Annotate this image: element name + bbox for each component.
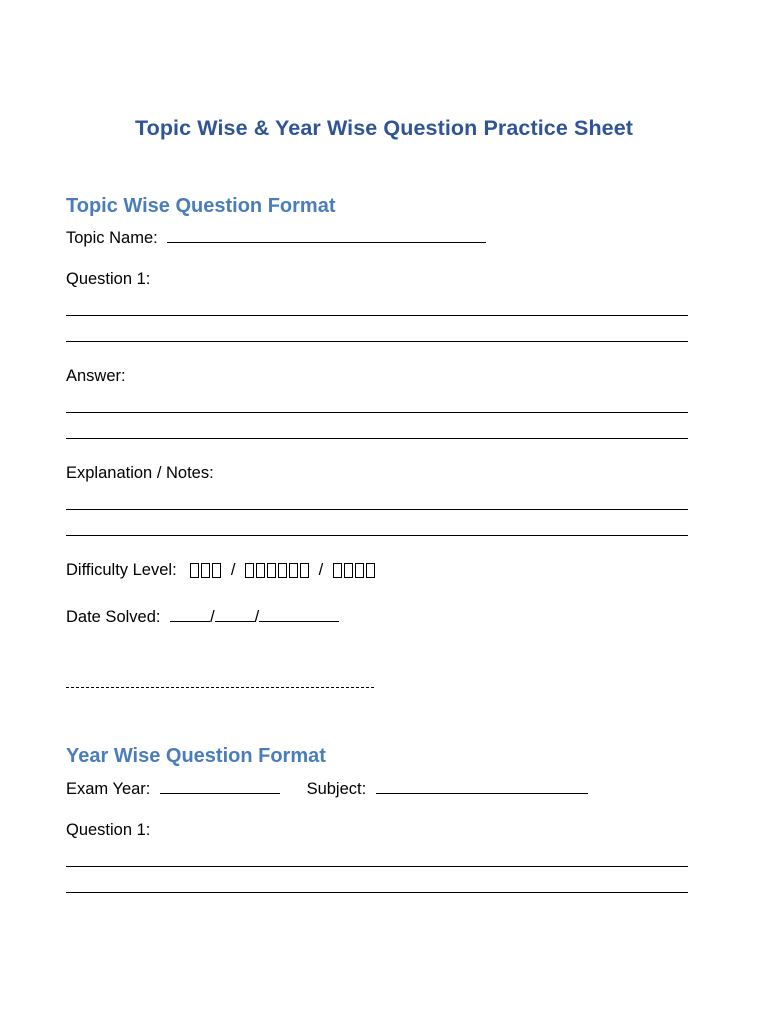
difficulty-separator: / [318,561,324,579]
difficulty-option-easy[interactable] [190,563,223,583]
answer-label: Answer: [66,367,126,385]
difficulty-option-medium[interactable] [245,563,311,583]
exam-year-row [66,777,588,799]
exam-year-label: Exam Year: [66,780,151,798]
year-question-line-2[interactable] [66,892,688,893]
subject-label: Subject: [306,780,367,798]
topic-name-label: Topic Name: [66,229,158,247]
year-question-line-1[interactable] [66,866,688,867]
section-divider [66,687,374,688]
topic-question-line-2[interactable] [66,341,688,342]
date-month-blank[interactable] [215,605,255,622]
answer-line-2[interactable] [66,438,688,439]
exam-year-blank[interactable] [160,777,280,794]
topic-section-heading: Topic Wise Question Format [66,195,336,217]
topic-question-line-1[interactable] [66,315,688,316]
year-question-label: Question 1: [66,821,151,839]
difficulty-separator: / [230,561,236,579]
date-solved-row [66,605,339,627]
document-title: Topic Wise & Year Wise Question Practice Sheet [134,116,634,140]
topic-name-row [66,226,486,248]
answer-line-1[interactable] [66,412,688,413]
subject-blank[interactable] [376,777,588,794]
notes-label: Explanation / Notes: [66,464,214,482]
difficulty-row [66,561,377,583]
date-year-blank[interactable] [259,605,339,622]
difficulty-label: Difficulty Level: [66,561,177,579]
date-separator: / [254,608,260,626]
notes-line-2[interactable] [66,535,688,536]
date-separator: / [210,608,215,626]
date-day-blank[interactable] [170,605,210,622]
date-solved-label: Date Solved: [66,608,161,626]
topic-question-label: Question 1: [66,270,151,288]
year-section-heading: Year Wise Question Format [66,745,326,767]
notes-line-1[interactable] [66,509,688,510]
difficulty-option-hard[interactable] [333,563,377,583]
topic-name-blank[interactable] [167,226,486,243]
